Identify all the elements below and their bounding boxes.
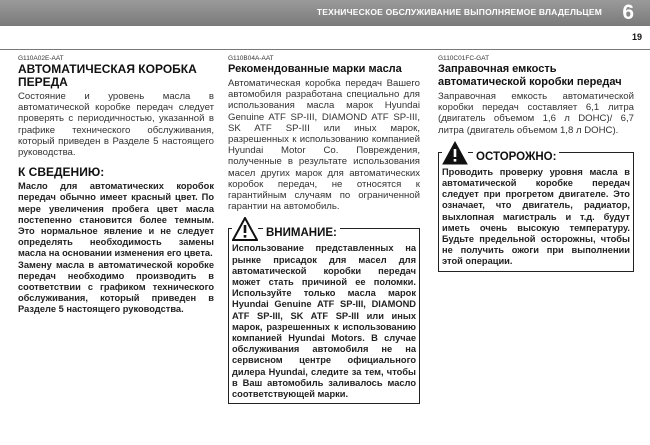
header-title: ТЕХНИЧЕСКОЕ ОБСЛУЖИВАНИЕ ВЫПОЛНЯЕМОЕ ВЛАДЕЛЬЦЕМ <box>316 7 602 17</box>
section-transmission-capacity <box>438 55 634 272</box>
section-code: G110B04A-AAT <box>228 55 274 62</box>
attention-box <box>228 228 420 404</box>
header-divider <box>0 49 650 50</box>
section-automatic-transmission <box>18 55 214 316</box>
caution-body: Проводить проверку уровня масла в автоматической коробке передач следует при прогретом двигателе. Это означает, что двигатель, радиатор, выхлопная магистраль и т.д. будут иметь очень высокую температуру. Будьте предельной осторожны, чтобы не получить ожоги при выполнении этой операции. <box>442 166 630 267</box>
section-body: Автоматическая коробка передач Вашего автомобиля разработана специально для использования масла марок Hyundai Genuine ATF SP-III, DIAMOND ATF SP-III, SK ATF SP-III или иных марок, разрешенных к использованию компанией Hyundai Motor Co. Повреждения, полученные в результате использования масел других марок для автоматических коробок передач, не относятся к гарантийным случаям по ограниченной гарантии на автомобиль. <box>228 78 420 213</box>
page-header <box>0 0 650 26</box>
attention-body: Использование представленных на рынке присадок для масел для автоматической коробки передач может стать причиной ее поломки. Используйте только масла марок Hyundai Genuine ATF SP-III, DIAMOND ATF SP-III, SK ATF SP-III или иных марок, разрешенных к использованию компанией Hyundai Motors. В случае обслуживания автомобиля не на сервисном центре официального дилера Hyundai, следите за тем, чтобы в Ваш автомобиль заливалось масло соответствующей марки. <box>232 243 416 400</box>
section-body: Заправочная емкость автоматической коробки передач составляет 6,1 литра (двигатель объемом 1,6 л DOHC)/ 6,7 литра (двигатель объемом 1,8 л DOHC). <box>438 91 634 136</box>
section-heading: АВТОМАТИЧЕСКАЯ КОРОБКА ПЕРЕДА <box>18 62 197 89</box>
warning-triangle-icon <box>232 217 258 241</box>
note-paragraph-2: Замену масла в автоматической коробке передач необходимо производить в соответствии с графиком технического обслуживания, который приведен в Разделе 5 настоящего руководства. <box>18 259 214 315</box>
caution-box <box>438 152 634 272</box>
chapter-number: 6 <box>622 1 634 24</box>
page-number: 19 <box>631 32 642 42</box>
note-paragraph-1: Масло для автоматических коробок передач обычно имеет красный цвет. По мере увеличения пробега цвет масла постепенно становится более темным. Это нормальное явление и не следует определять необходимость замены масла на основании изменения его цвета. <box>18 181 214 259</box>
caution-title: ОСТОРОЖНО: <box>473 151 559 164</box>
section-heading: Рекомендованные марки масла <box>228 63 402 75</box>
warning-triangle-icon <box>442 141 468 165</box>
section-code: G110A02E-AAT <box>18 55 64 62</box>
section-heading: Заправочная емкость автоматической коробки передач <box>438 63 622 88</box>
note-heading: К СВЕДЕНИЮ: <box>18 165 105 180</box>
section-recommended-oils <box>228 55 420 404</box>
section-code: G110C01FC-GAT <box>438 55 490 62</box>
section-body: Состояние и уровень масла в автоматической коробке передач следует проверять с периодичностью, указанной в графике технического обслуживания, который приведен в Разделе 5 настоящего руководства. <box>18 91 214 159</box>
attention-title: ВНИМАНИЕ: <box>263 227 340 240</box>
